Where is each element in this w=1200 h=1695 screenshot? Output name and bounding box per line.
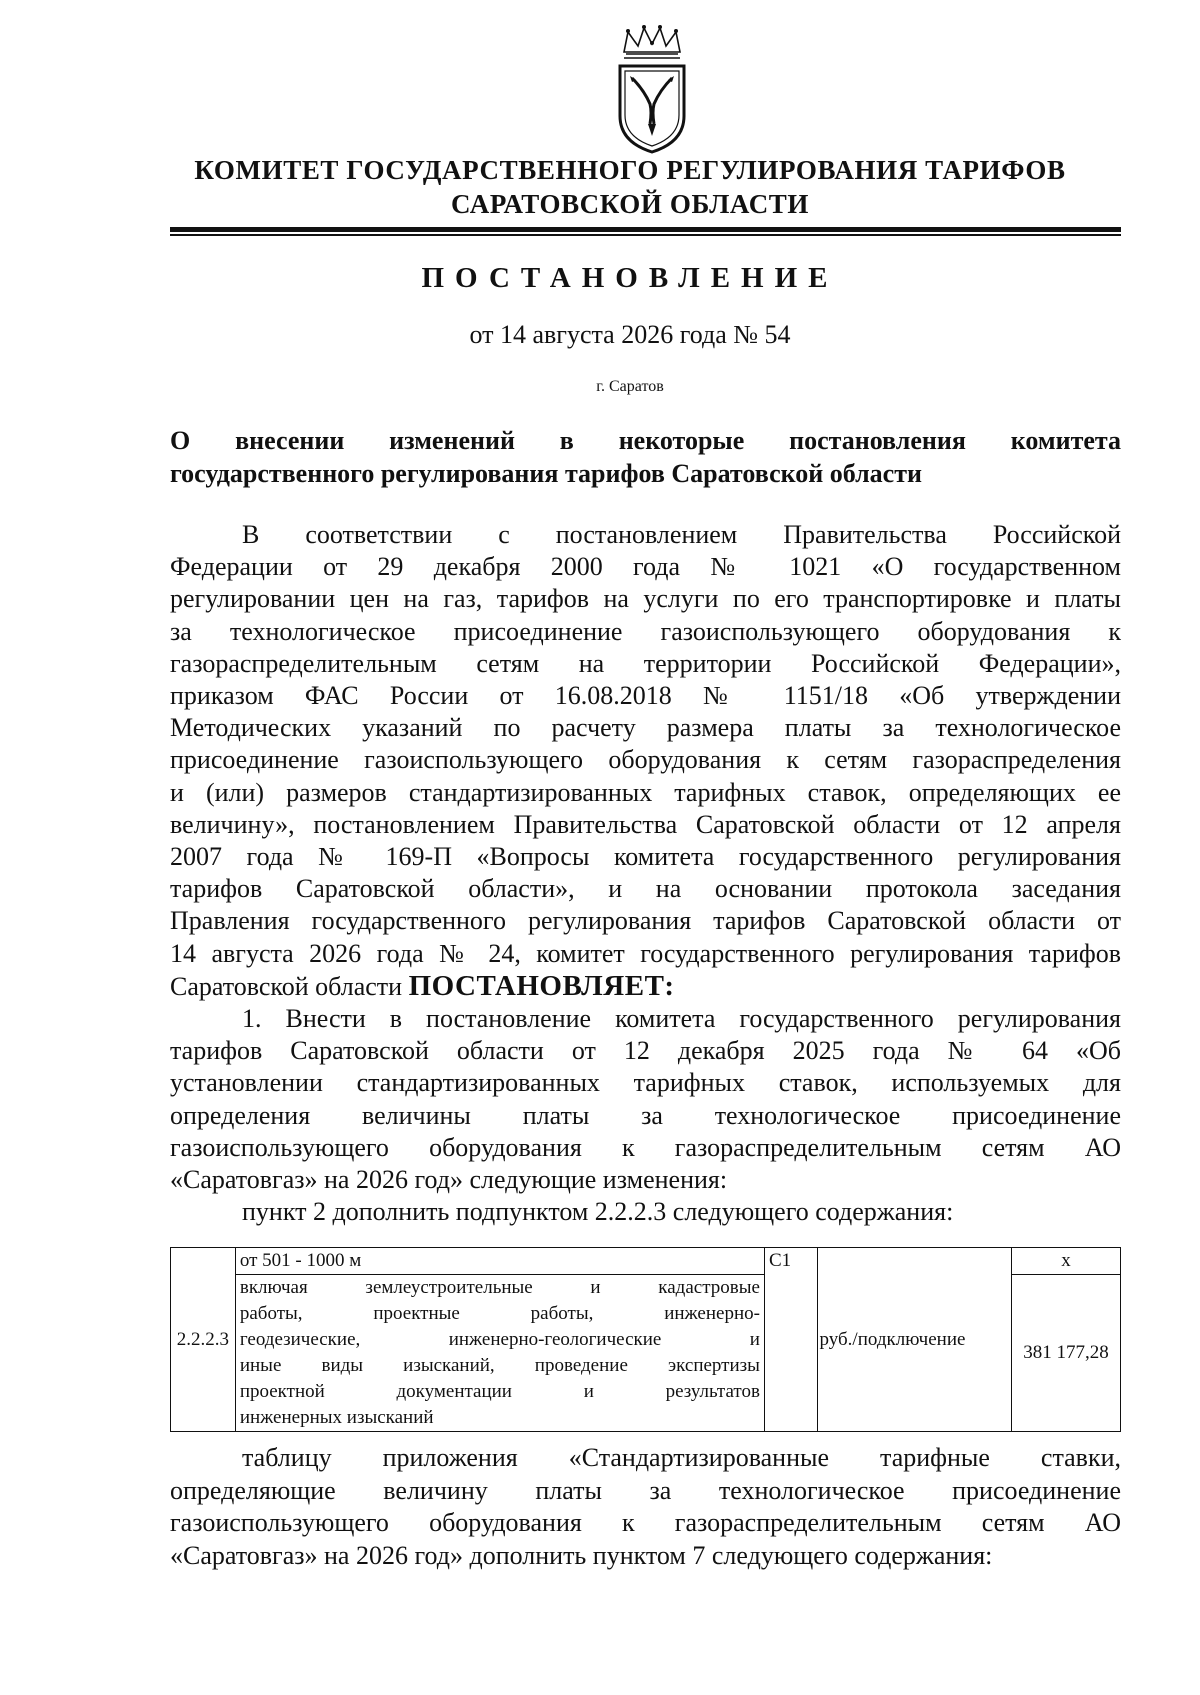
body-line: 2007 года № 169-П «Вопросы комитета государственного регулирования (170, 842, 1121, 872)
table-cell-code: С1 (764, 1248, 817, 1432)
subject-line: О внесении изменений в некоторые постановления комитета (170, 426, 1121, 455)
body-line: В соответствии с постановлением Правительства Российской (242, 520, 1121, 549)
body-line: величину», постановлением Правительства Саратовской области от 12 апреля (170, 809, 1121, 839)
header-divider-thick (170, 227, 1121, 232)
body-line: регулировании цен на газ, тарифов на услуги по его транспортировке и платы (170, 584, 1121, 614)
description-line: работы, проектные работы, инженерно- (239, 1303, 760, 1324)
body-line: определяющие величину платы за технологическое присоединение (170, 1475, 1121, 1505)
description-line: иные виды изысканий, проведение экспертизы (239, 1355, 760, 1376)
table-cell-value: 381 177,28 (1011, 1275, 1120, 1432)
table-cell-head-value: х (1011, 1248, 1120, 1275)
body-line: тарифов Саратовской области», и на основании протокола заседания (170, 874, 1121, 904)
body-line: Правления государственного регулирования тарифов Саратовской области от (170, 906, 1121, 936)
table-cell-description (235, 1275, 764, 1432)
organization-name-line-1: КОМИТЕТ ГОСУДАРСТВЕННОГО РЕГУЛИРОВАНИЯ ТАРИФОВ (194, 155, 1066, 185)
body-line: установлении стандартизированных тарифных ставок, используемых для (170, 1068, 1121, 1098)
body-line: определения величины платы за технологическое присоединение (170, 1100, 1121, 1130)
table-cell-number: 2.2.2.3 (171, 1248, 236, 1432)
body-line: газоиспользующего оборудования к газораспределительным сетям АО (170, 1508, 1121, 1537)
tariff-table (170, 1247, 1121, 1432)
description-line: проектной документации и результатов (239, 1381, 760, 1402)
table-cell-unit: руб./подключение (817, 1248, 1011, 1432)
body-line: газораспределительным сетям на территории Российской Федерации», (170, 648, 1121, 678)
organization-name-line-2: САРАТОВСКОЙ ОБЛАСТИ (451, 189, 809, 219)
document-title: ПОСТАНОВЛЕНИЕ (421, 262, 839, 294)
body-line: «Саратовгаз» на 2026 год» следующие изменения: (170, 1165, 728, 1195)
body-line: газоиспользующего оборудования к газораспределительным сетям АО (170, 1132, 1121, 1162)
body-line: 1. Внести в постановление комитета государственного регулирования (242, 1004, 1121, 1034)
document-body (170, 519, 1121, 1228)
body-line: присоединение газоиспользующего оборудования к сетям газораспределения (170, 745, 1121, 775)
document-date-number: от 14 августа 2026 года № 54 (469, 320, 791, 349)
body-line: 14 августа 2026 года № 24, комитет государственного регулирования тарифов (170, 938, 1121, 968)
header-divider-thin (170, 234, 1121, 236)
body-line: приказом ФАС России от 16.08.2018 № 1151/18 «Об утверждении (170, 681, 1121, 711)
body-line: тарифов Саратовской области от 12 декабря 2025 года № 64 «Об (170, 1036, 1121, 1066)
body-line-prefix: Саратовской области (170, 971, 409, 1001)
body-line: «Саратовгаз» на 2026 год» дополнить пунктом 7 следующего содержания: (170, 1540, 993, 1570)
body-line: пункт 2 дополнить подпунктом 2.2.2.3 следующего содержания: (242, 1197, 954, 1227)
document-city: г. Саратов (596, 378, 664, 395)
subject-line: государственного регулирования тарифов Саратовской области (170, 459, 922, 488)
body-line: за технологическое присоединение газоиспользующего оборудования к (170, 616, 1121, 646)
body-line: Методических указаний по расчету размера платы за технологическое (170, 713, 1121, 743)
table-cell-range: от 501 - 1000 м (235, 1248, 764, 1275)
description-line: геодезические, инженерно-геологические и (239, 1329, 760, 1350)
body-line-resolution (170, 970, 1121, 1003)
body-line: и (или) размеров стандартизированных тарифных ставок, определяющих ее (170, 777, 1121, 807)
description-line: включая землеустроительные и кадастровые (239, 1277, 760, 1298)
table-row (171, 1248, 1121, 1275)
body-line: таблицу приложения «Стандартизированные тарифные ставки, (242, 1443, 1121, 1472)
document-subject (170, 424, 1121, 490)
body-line: Федерации от 29 декабря 2000 года № 1021 «О государственном (170, 552, 1121, 582)
resolves-keyword: ПОСТАНОВЛЯЕТ: (408, 969, 675, 1002)
coat-of-arms-emblem (614, 24, 690, 154)
document-continuation (170, 1442, 1121, 1572)
description-line: инженерных изысканий (239, 1407, 434, 1428)
